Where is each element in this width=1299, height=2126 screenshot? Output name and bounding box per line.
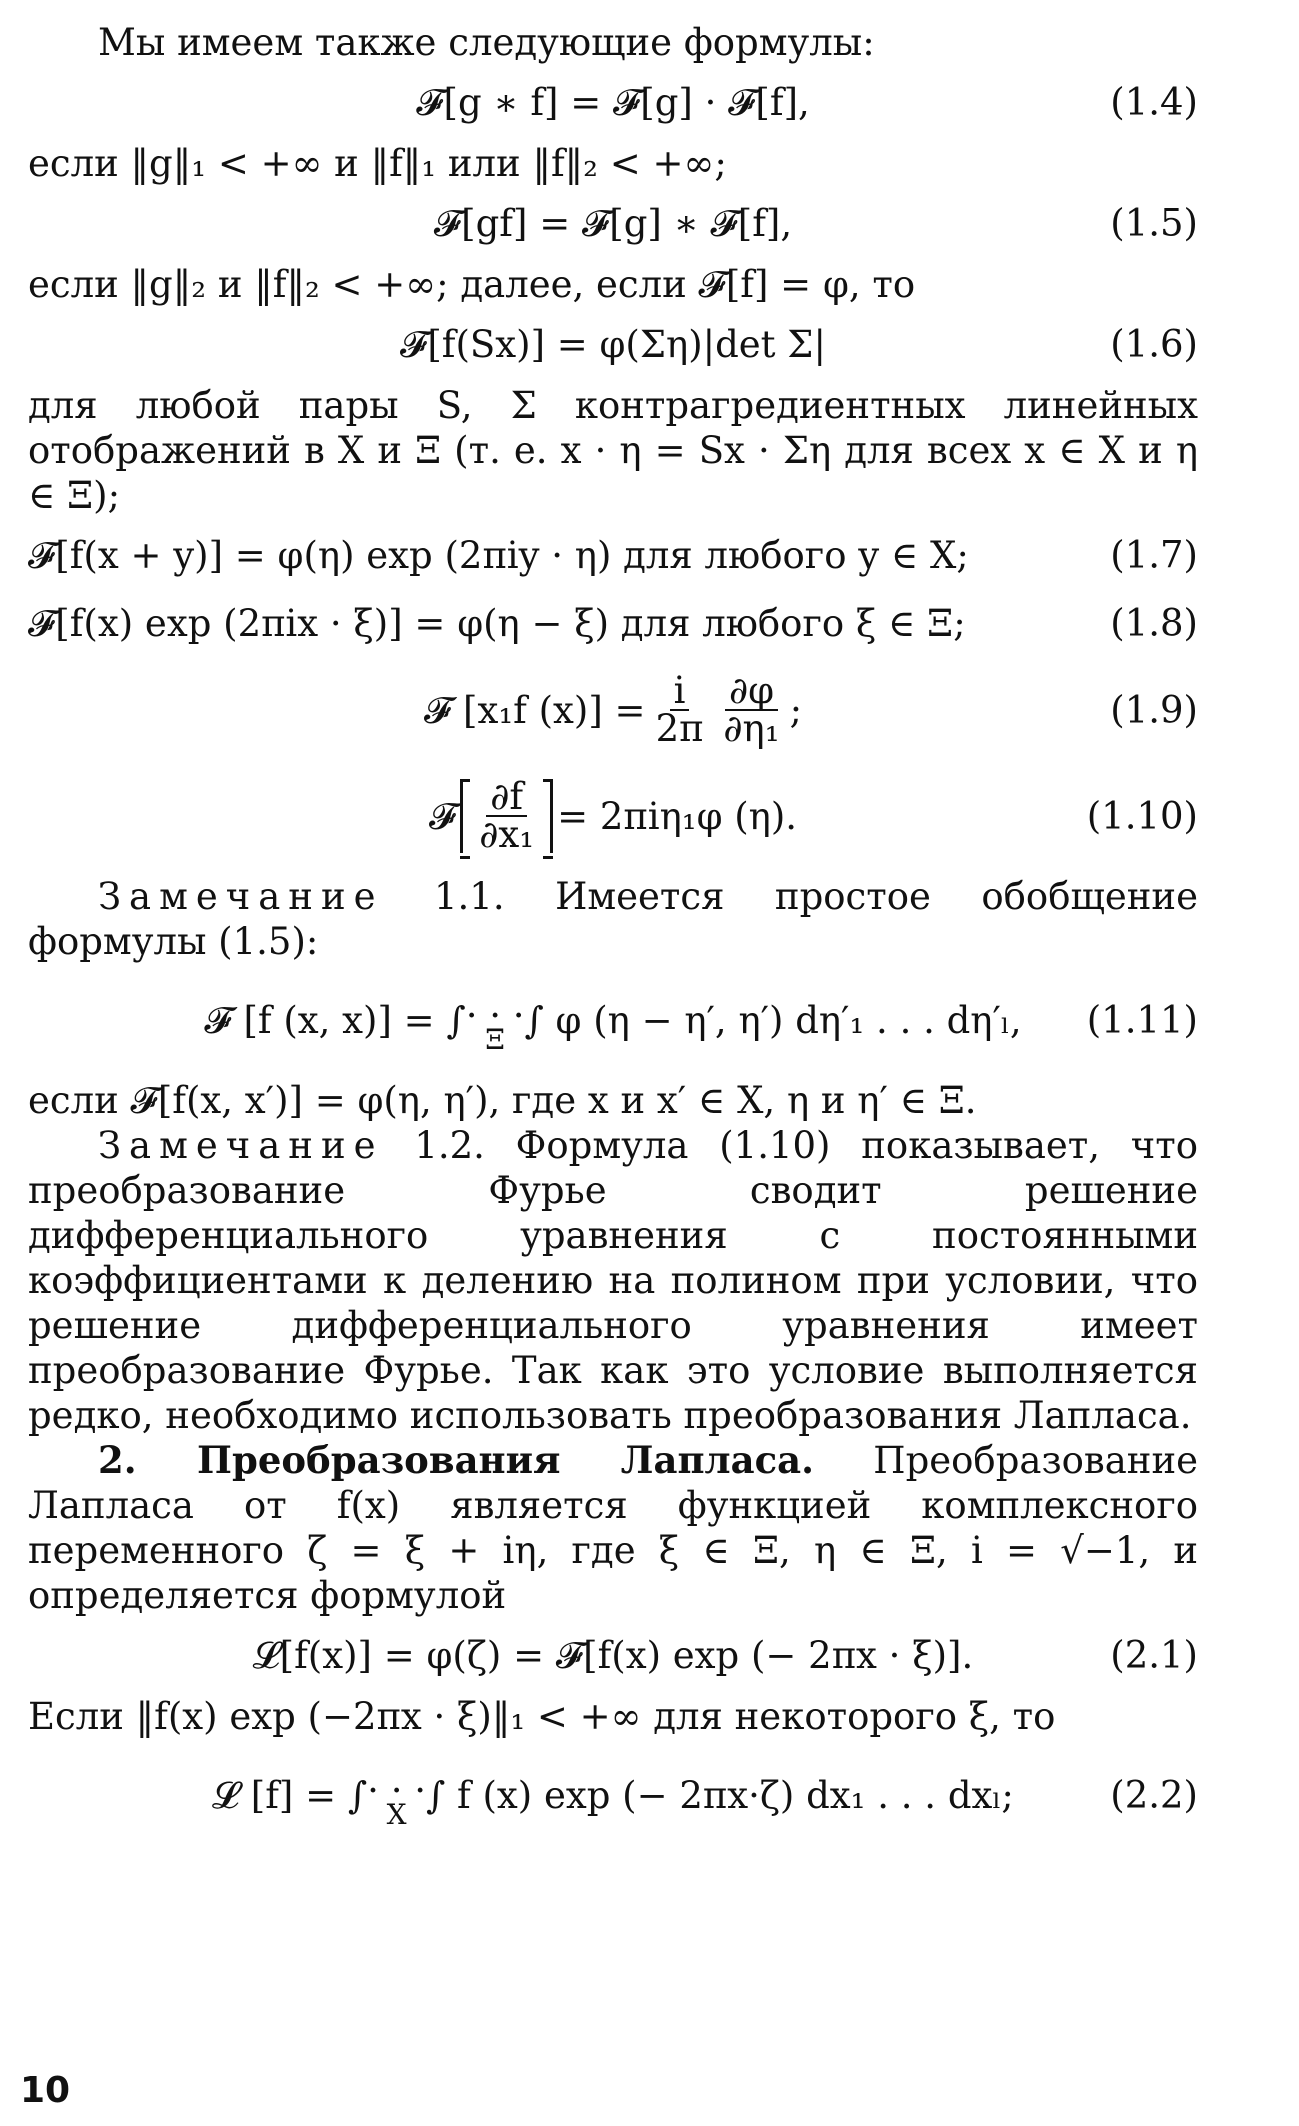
remark-text: 1.2. Формула (1.10) показывает, что преобразование Фурье сводит решение дифференциального уравнения с постоянными коэффициентами к делению на полином при условии, что решение дифференциального уравнения имеет преобразование Фурье. Так как это условие выполняется редко, необходимо использовать преобразования Лапласа. bbox=[28, 1124, 1198, 1437]
formula-1-6 bbox=[28, 315, 1198, 373]
formula-1-7 bbox=[28, 526, 1198, 584]
formula-rhs: = 2πiη₁φ (η). bbox=[557, 794, 798, 838]
remark-text: 1.1. Имеется простое обобщение формулы (1.5): bbox=[28, 875, 1198, 963]
formula-lhs: 𝓛 [f] = ∫ bbox=[212, 1773, 368, 1817]
fraction-numerator: ∂φ bbox=[725, 673, 778, 711]
formula-expression bbox=[212, 1760, 1014, 1830]
fraction-denominator: ∂η₁ bbox=[723, 707, 780, 750]
fraction bbox=[652, 669, 708, 750]
equation-number: (2.2) bbox=[1110, 1773, 1198, 1817]
formula-2-2 bbox=[28, 1747, 1198, 1843]
formula-tail: ; bbox=[789, 688, 803, 732]
condition-text: если ‖g‖₂ и ‖f‖₂ < +∞; далее, если 𝓕[f] = φ, то bbox=[28, 263, 916, 306]
fraction-denominator: 2π bbox=[655, 707, 704, 750]
fraction-denominator: ∂x₁ bbox=[479, 813, 535, 856]
formula-1-11 bbox=[28, 972, 1198, 1068]
equation-number: (1.8) bbox=[1110, 601, 1198, 645]
formula-lhs: 𝓕 bbox=[428, 794, 457, 838]
equation-number: (1.5) bbox=[1110, 201, 1198, 245]
equation-number: (1.7) bbox=[1110, 533, 1198, 577]
formula-1-5 bbox=[28, 194, 1198, 252]
condition-text: если 𝓕[f(x, x′)] = φ(η, η′), где x и x′ ∈ X, η и η′ ∈ Ξ. bbox=[28, 1079, 977, 1122]
section-text: Преобразование Лапласа от f(x) является функцией комплексного переменного ζ = ξ + iη, где ξ ∈ Ξ, η ∈ Ξ, i = √−1, и определяется формулой bbox=[28, 1439, 1199, 1617]
formula-1-8 bbox=[28, 594, 1198, 652]
remark-1-1 bbox=[28, 874, 1198, 964]
formula-expression: 𝓕[f(x + y)] = φ(η) exp (2πiy · η) для любого y ∈ X; bbox=[28, 533, 969, 577]
section-heading: 2. Преобразования Лапласа. bbox=[98, 1438, 815, 1482]
formula-expression: 𝓕[gf] = 𝓕[g] ∗ 𝓕[f], bbox=[433, 201, 793, 245]
integral-subscript: Ξ bbox=[485, 1023, 505, 1056]
condition-text: для любой пары S, Σ контрагредиентных линейных отображений в X и Ξ (т. е. x · η = Sx · Ση для всех x ∈ X и η ∈ Ξ); bbox=[28, 384, 1198, 517]
fraction bbox=[475, 775, 538, 856]
formula-expression bbox=[423, 669, 803, 750]
formula-1-9 bbox=[28, 662, 1198, 758]
formula-rhs: ∫ f (x) exp (− 2πx·ζ) dx₁ . . . dxₗ; bbox=[425, 1773, 1014, 1817]
equation-number: (1.10) bbox=[1086, 794, 1198, 838]
remark-1-2 bbox=[28, 1123, 1198, 1438]
square-bracket bbox=[460, 775, 553, 856]
integral-dots: . . . bbox=[465, 983, 525, 1026]
remark-heading: Замечание bbox=[98, 875, 384, 918]
formula-1-4 bbox=[28, 73, 1198, 131]
integral-subscript: X bbox=[386, 1798, 407, 1831]
formula-expression: 𝓛[f(x)] = φ(ζ) = 𝓕[f(x) exp (− 2πx · ξ)]. bbox=[252, 1633, 974, 1677]
equation-number: (1.11) bbox=[1086, 998, 1198, 1042]
equation-number: (2.1) bbox=[1110, 1633, 1198, 1677]
formula-expression bbox=[204, 985, 1021, 1055]
section-2 bbox=[28, 1438, 1198, 1618]
condition-text: если ‖g‖₁ < +∞ и ‖f‖₁ или ‖f‖₂ < +∞; bbox=[28, 142, 727, 185]
remark-heading: Замечание bbox=[98, 1124, 384, 1167]
formula-expression: 𝓕[g ∗ f] = 𝓕[g] · 𝓕[f], bbox=[416, 80, 810, 124]
formula-2-1 bbox=[28, 1626, 1198, 1684]
intro-text: Мы имеем также следующие формулы: bbox=[98, 21, 875, 64]
integral-dots: . . . bbox=[367, 1758, 426, 1801]
page-body bbox=[28, 20, 1198, 1853]
integral-domain bbox=[367, 1760, 426, 1830]
condition-text: Если ‖f(x) exp (−2πx · ξ)‖₁ < +∞ для некоторого ξ, то bbox=[28, 1695, 1056, 1738]
formula-lhs: 𝓕 [f (x, x)] = ∫ bbox=[204, 998, 466, 1042]
page-number: 10 bbox=[20, 2070, 71, 2111]
fraction bbox=[719, 669, 783, 750]
formula-expression: 𝓕[f(Sx)] = φ(Ση)|det Σ| bbox=[400, 322, 826, 366]
fraction-numerator: i bbox=[670, 673, 690, 711]
equation-number: (1.4) bbox=[1110, 80, 1198, 124]
formula-expression bbox=[428, 775, 798, 856]
integral-domain bbox=[466, 985, 525, 1055]
fraction-numerator: ∂f bbox=[486, 779, 527, 817]
formula-lhs: 𝓕 [x₁f (x)] = bbox=[423, 688, 646, 732]
equation-number: (1.9) bbox=[1110, 688, 1198, 732]
formula-1-10 bbox=[28, 768, 1198, 864]
formula-rhs: ∫ φ (η − η′, η′) dη′₁ . . . dη′ₗ, bbox=[524, 998, 1022, 1042]
equation-number: (1.6) bbox=[1110, 322, 1198, 366]
formula-expression: 𝓕[f(x) exp (2πix · ξ)] = φ(η − ξ) для любого ξ ∈ Ξ; bbox=[28, 601, 966, 645]
